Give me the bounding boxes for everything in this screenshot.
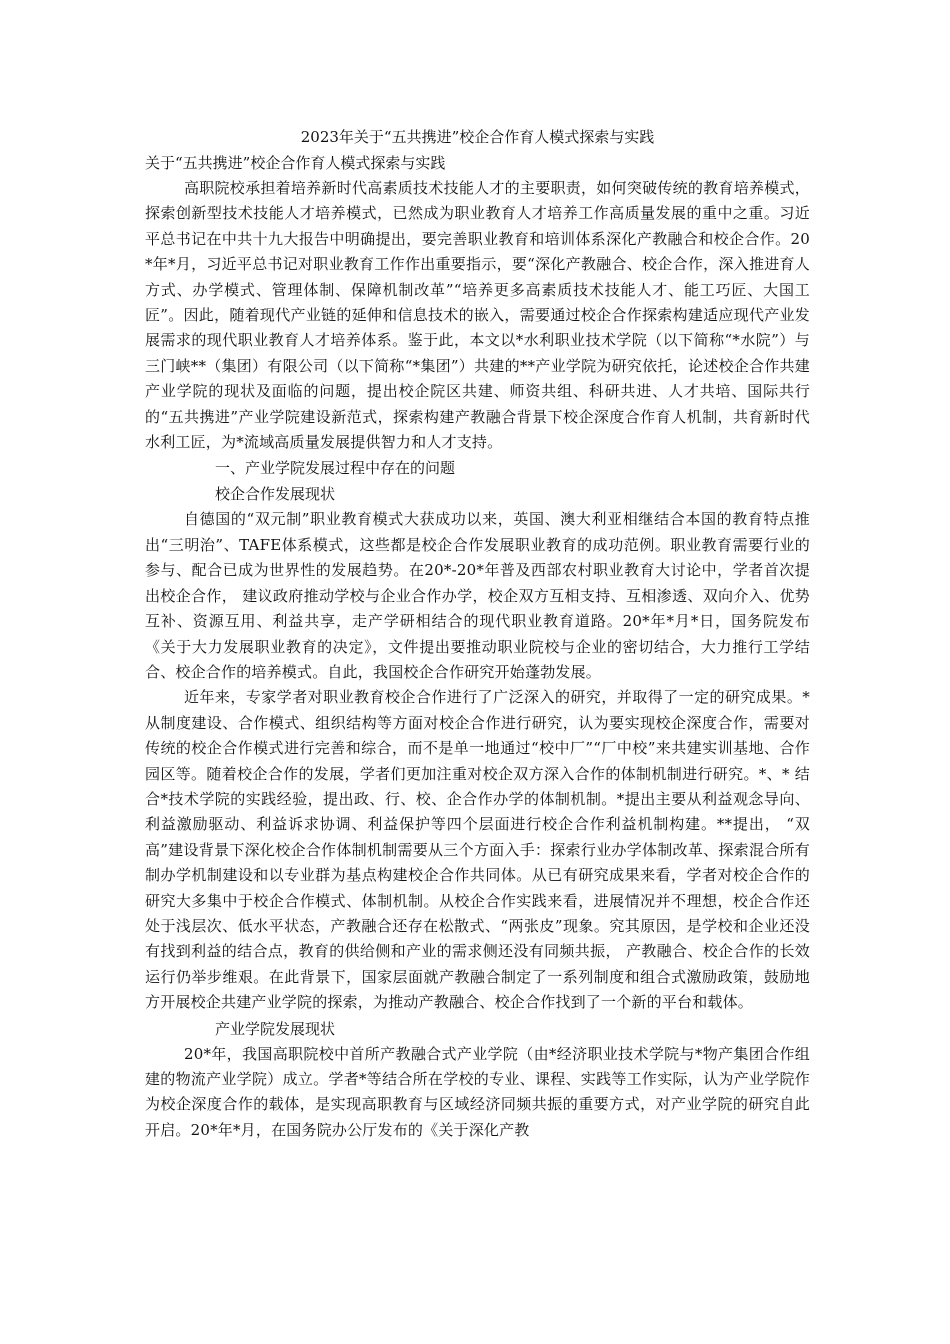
cooperation-paragraph-1: 自德国的“双元制”职业教育模式大获成功以来，英国、澳大利亚相继结合本国的教育特点推出“三明治”、TAFE体系模式，这些都是校企合作发展职业教育的成功范例。职业教育需要行业的参与、配合已成为世界性的发展趋势。在20*-20*年普及西部农村职业教育大讨论中，学者首次提出校企合作， 建议政府推动学校与企业合作办学，校企双方互相支持、互相渗透、双向介入、优势互补、资源互用、利益共享，走产学研相结合的现代职业教育道路。20*年*月*日，国务院发布《关于大力发展职业教育的决定》，文件提出要推动职业院校与企业的密切结合，大力推行工学结合、校企合作的培养模式。自此，我国校企合作研究开始蓬勃发展。 bbox=[145, 510, 810, 681]
industry-college-paragraph-1: 20*年，我国高职院校中首所产教融合式产业学院（由*经济职业技术学院与*物产集团合作组建的物流产业学院）成立。学者*等结合所在学校的专业、课程、实践等工作实际，认为产业学院作为校企深度合作的载体，是实现高职教育与区域经济同频共振的重要方式，对产业学院的研究自此开启。20*年*月，在国务院办公厅发布的《关于深化产教 bbox=[145, 1044, 810, 1139]
subsection-heading-industry-college: 产业学院发展现状 bbox=[215, 1019, 336, 1038]
section-heading-1: 一、产业学院发展过程中存在的问题 bbox=[215, 459, 456, 478]
document-title: 2023年关于“五共携进”校企合作育人模式探索与实践 bbox=[300, 128, 655, 146]
subsection-heading-cooperation: 校企合作发展现状 bbox=[215, 485, 336, 504]
cooperation-paragraph-2: 近年来，专家学者对职业教育校企合作进行了广泛深入的研究，并取得了一定的研究成果。*从制度建设、合作模式、组织结构等方面对校企合作进行研究，认为要实现校企深度合作，需要对传统的校企合作模式进行完善和综合，而不是单一地通过“校中厂”“厂中校”来共建实训基地、合作园区等。随着校企合作的发展，学者们更加注重对校企双方深入合作的体制机制进行研究。*、* 结合*技术学院的实践经验，提出政、行、校、企合作办学的体制机制。*提出主要从利益观念导向、利益激励驱动、利益诉求协调、利益保护等四个层面进行校企合作利益机制构建。**提出， “双高”建设背景下深化校企合作体制机制需要从三个方面入手：探索行业办学体制改革、探索混合所有制办学机制建设和以专业群为基点构建校企合作共同体。从已有研究成果来看，学者对校企合作的研究大多集中于校企合作模式、体制机制。从校企合作实践来看，进展情况并不理想，校企合作还处于浅层次、低水平状态，产教融合还存在松散式、“两张皮”现象。究其原因，是学校和企业还没有找到利益的结合点，教育的供给侧和产业的需求侧还没有同频共振， 产教融合、校企合作的长效运行仍举步维艰。在此背景下，国家层面就产教融合制定了一系列制度和组合式激励政策，鼓励地方开展校企共建产业学院的探索，为推动产教融合、校企合作找到了一个新的平台和载体。 bbox=[145, 688, 810, 1012]
intro-paragraph: 高职院校承担着培养新时代高素质技术技能人才的主要职责，如何突破传统的教育培养模式，探索创新型技术技能人才培养模式，已然成为职业教育人才培养工作高质量发展的重中之重。习近平总书记在中共十九大报告中明确提出，要完善职业教育和培训体系深化产教融合和校企合作。20*年*月，习近平总书记对职业教育工作作出重要指示，要“深化产教融合、校企合作，深入推进育人方式、办学模式、管理体制、保障机制改革”“培养更多高素质技术技能人才、能工巧匠、大国工匠”。因此，随着现代产业链的延伸和信息技术的嵌入，需要通过校企合作探索构建适应现代产业发展需求的现代职业教育人才培养体系。鉴于此，本文以*水利职业技术学院（以下简称“*水院”）与三门峡**（集团）有限公司（以下简称“*集团”）共建的**产业学院为研究依托，论述校企合作共建产业学院的现状及面临的问题，提出校企院区共建、师资共组、科研共进、人才共培、国际共行的“五共携进”产业学院建设新范式，探索构建产教融合背景下校企深度合作育人机制，共育新时代水利工匠，为*流域高质量发展提供智力和人才支持。 bbox=[145, 179, 810, 452]
document-page bbox=[145, 124, 810, 1143]
document-subtitle: 关于“五共携进”校企合作育人模式探索与实践 bbox=[145, 154, 446, 172]
